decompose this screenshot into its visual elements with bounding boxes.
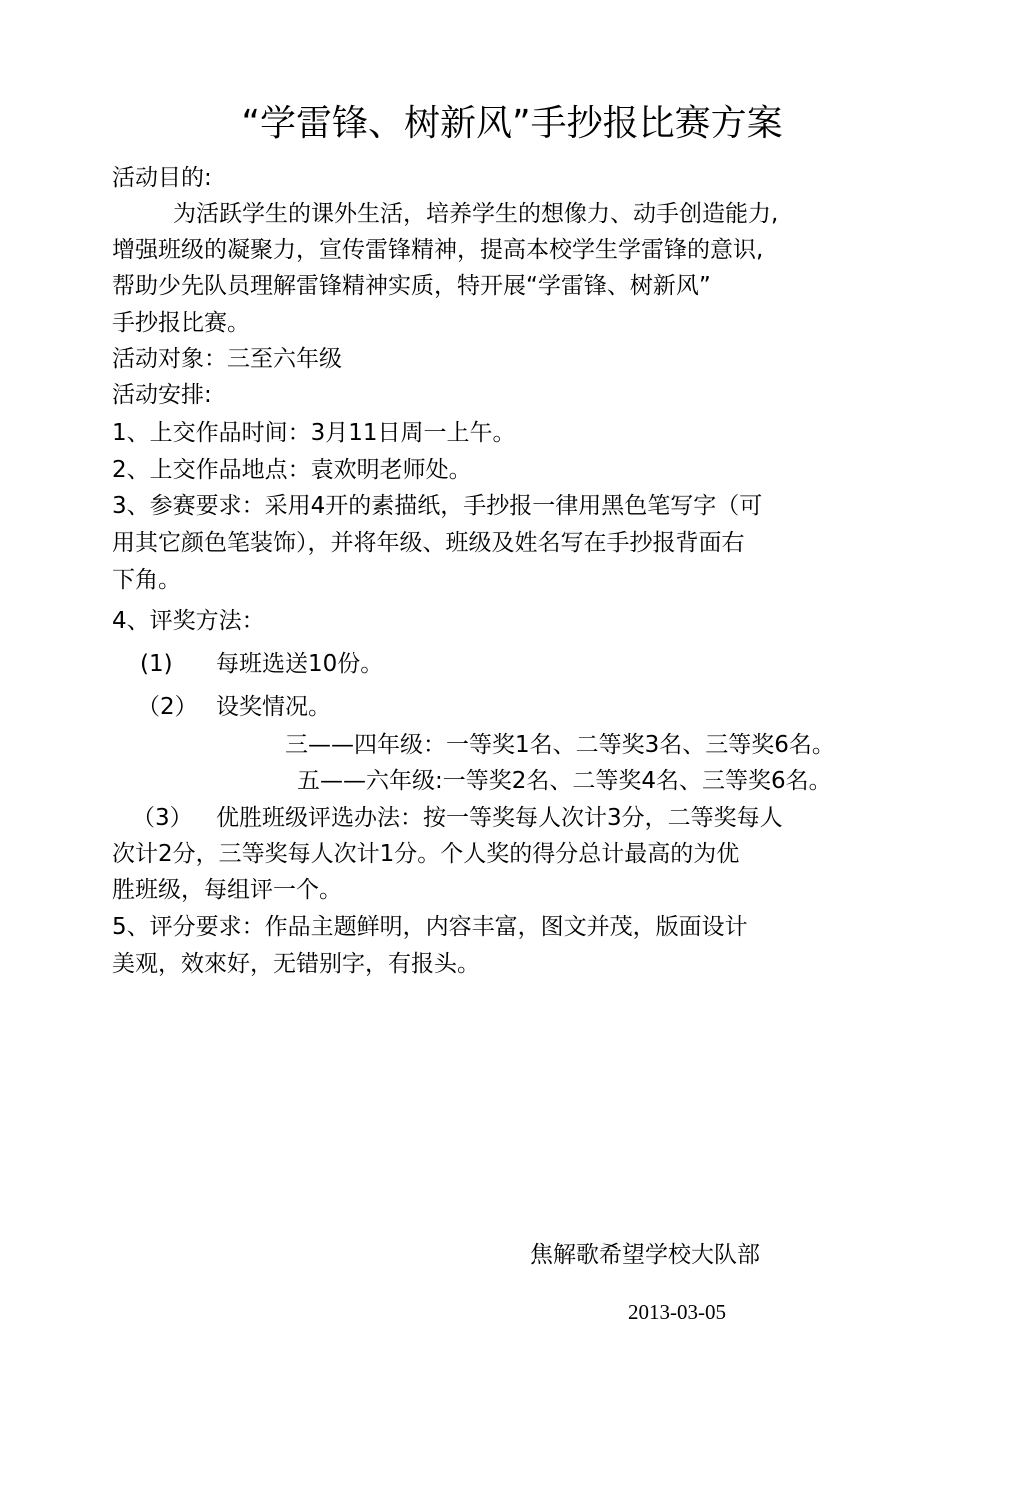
item-3-line: 下角。 <box>112 567 181 593</box>
sub-item-3-line: 胜班级，每组评一个。 <box>112 877 342 903</box>
sub-item-1-text: 每班选送10份。 <box>216 651 384 677</box>
purpose-line: 为活跃学生的课外生活，培养学生的想像力、动手创造能力, <box>173 201 779 227</box>
purpose-line: 增强班级的凝聚力，宣传雷锋精神，提高本校学生学雷锋的意识, <box>112 237 764 263</box>
sub-item-1-number: (1) <box>140 651 173 677</box>
signature: 焦解歌希望学校大队部 <box>530 1242 760 1268</box>
document-date: 2013-03-05 <box>628 1300 726 1324</box>
item-5-line: 美观，效來好，无错别字，有报头。 <box>112 951 480 977</box>
purpose-heading: 活动目的: <box>112 165 212 191</box>
award-grade-3-4: 三——四年级：一等奖1名、二等奖3名、三等奖6名。 <box>285 732 835 758</box>
purpose-line: 手抄报比赛。 <box>112 310 250 336</box>
sub-item-2-text: 设奖情况。 <box>216 694 331 720</box>
award-grade-5-6: 五——六年级:一等奖2名、二等奖4名、三等奖6名。 <box>297 768 832 794</box>
item-2: 2、上交作品地点：袁欢明老师处。 <box>112 457 472 483</box>
sub-item-3-line: 次计2分，三等奖每人次计1分。个人奖的得分总计最高的为优 <box>112 841 740 867</box>
item-5-line: 5、评分要求：作品主题鲜明，内容丰富，图文并茂，版面设计 <box>112 914 748 940</box>
target-line: 活动对象：三至六年级 <box>112 346 342 372</box>
sub-item-3-line: 优胜班级评选办法：按一等奖每人次计3分，二等奖每人 <box>216 805 783 831</box>
item-4: 4、评奖方法： <box>112 608 265 634</box>
arrangement-heading: 活动安排: <box>112 382 212 408</box>
item-3-line: 3、参赛要求：采用4开的素描纸，手抄报一律用黑色笔写字（可 <box>112 493 763 519</box>
sub-item-3-number: （3） <box>132 805 193 831</box>
sub-item-2-number: （2） <box>137 694 198 720</box>
purpose-line: 帮助少先队员理解雷锋精神实质，特开展“学雷锋、树新风” <box>112 273 711 299</box>
item-1: 1、上交作品时间：3月11日周一上午。 <box>112 420 516 446</box>
document-title: “学雷锋、树新风”手抄报比赛方案 <box>241 103 783 144</box>
item-3-line: 用其它颜色笔装饰），并将年级、班级及姓名写在手抄报背面右 <box>112 530 745 556</box>
